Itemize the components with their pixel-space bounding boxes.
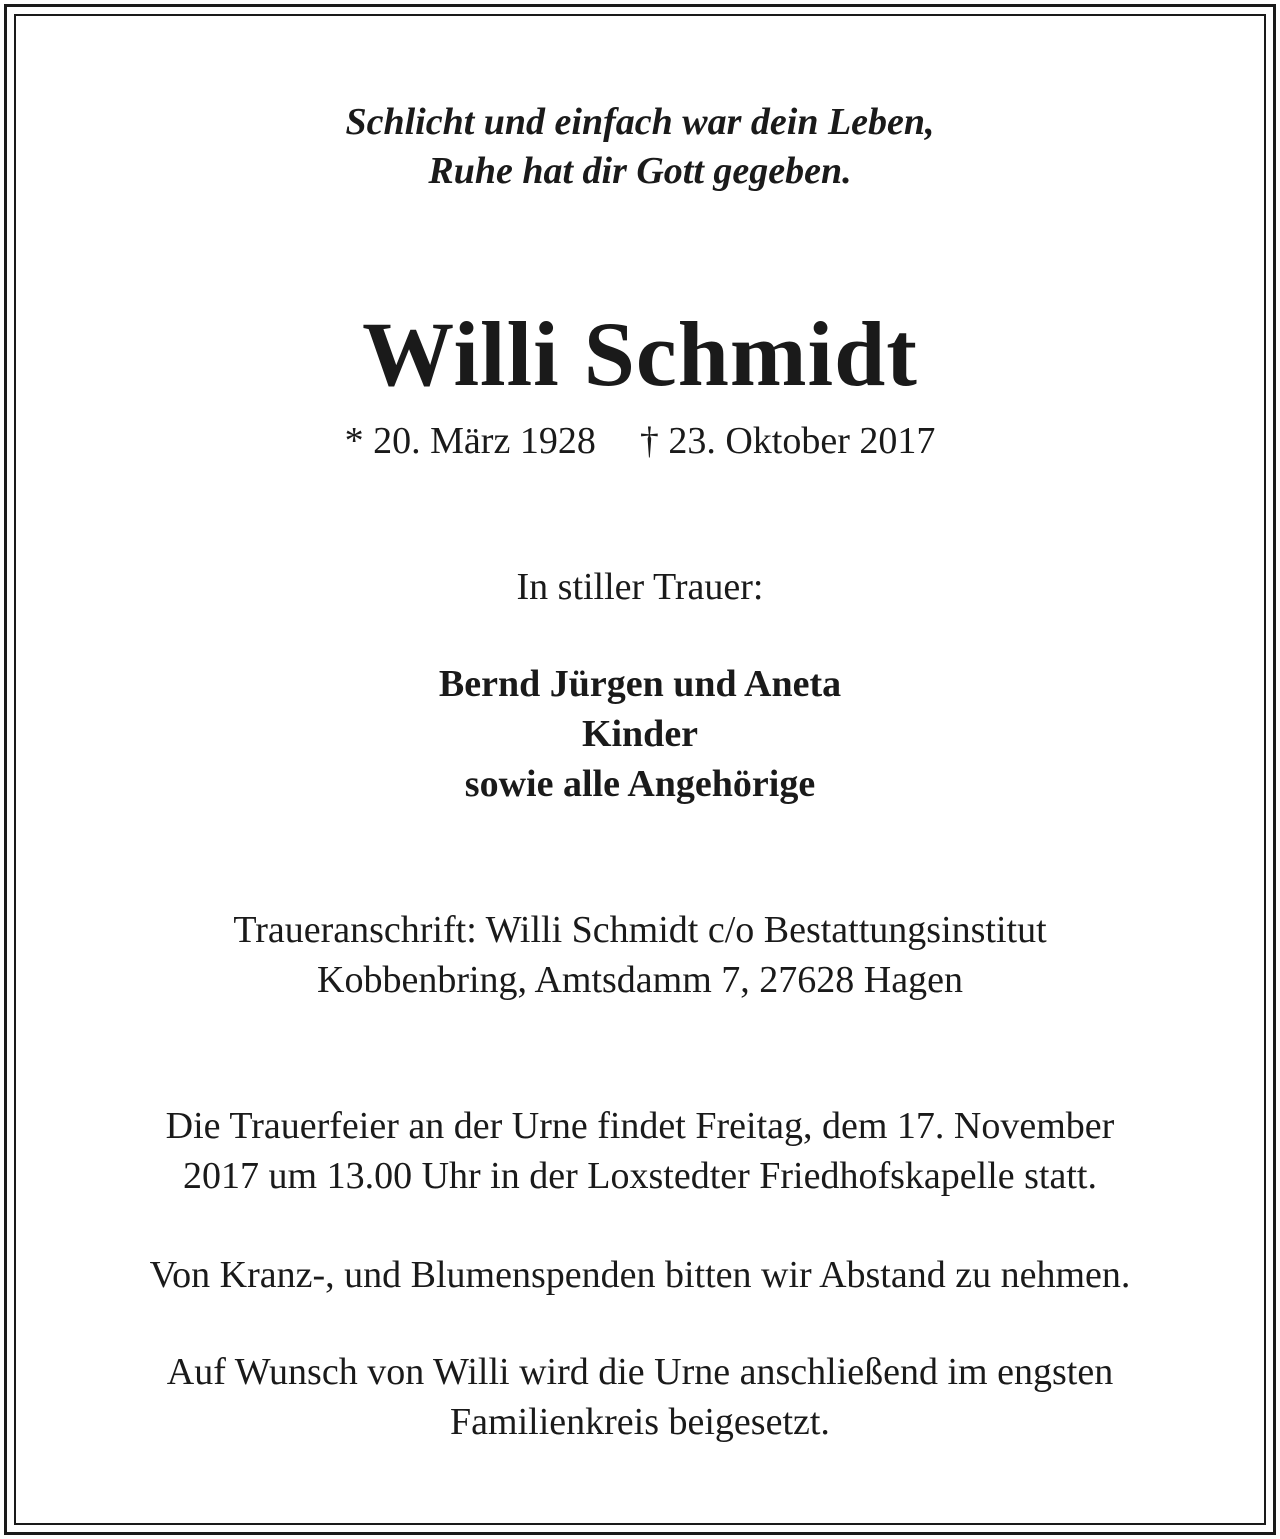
mourner-line-3: sowie alle Angehörige <box>464 763 816 805</box>
burial-line-1: Auf Wunsch von Willi wird die Urne anschließend im engsten <box>166 1351 1114 1393</box>
ceremony-line-2: 2017 um 13.00 Uhr in der Loxstedter Friedhofskapelle statt. <box>183 1155 1097 1197</box>
deceased-name: Willi Schmidt <box>362 303 918 405</box>
mourner-line-1: Bernd Jürgen und Aneta <box>438 663 842 705</box>
address-line-1: Traueranschrift: Willi Schmidt c/o Bestattungsinstitut <box>233 909 1047 951</box>
quote-line-2: Ruhe hat dir Gott gegeben. <box>428 150 852 192</box>
mourner-line-2: Kinder <box>581 713 699 755</box>
quote-line-1: Schlicht und einfach war dein Leben, <box>345 101 935 143</box>
burial-line-2: Familienkreis beigesetzt. <box>450 1401 830 1443</box>
mourning-intro: In stiller Trauer: <box>516 566 764 608</box>
death-date: † 23. Oktober 2017 <box>639 420 936 462</box>
address-line-2: Kobbenbring, Amtsdamm 7, 27628 Hagen <box>317 959 963 1001</box>
ceremony-line-1: Die Trauerfeier an der Urne findet Freitag, dem 17. November <box>165 1105 1115 1147</box>
flowers-line: Von Kranz-, und Blumenspenden bitten wir Abstand zu nehmen. <box>149 1254 1131 1296</box>
life-dates <box>20 422 1260 460</box>
birth-date: * 20. März 1928 <box>344 420 596 462</box>
